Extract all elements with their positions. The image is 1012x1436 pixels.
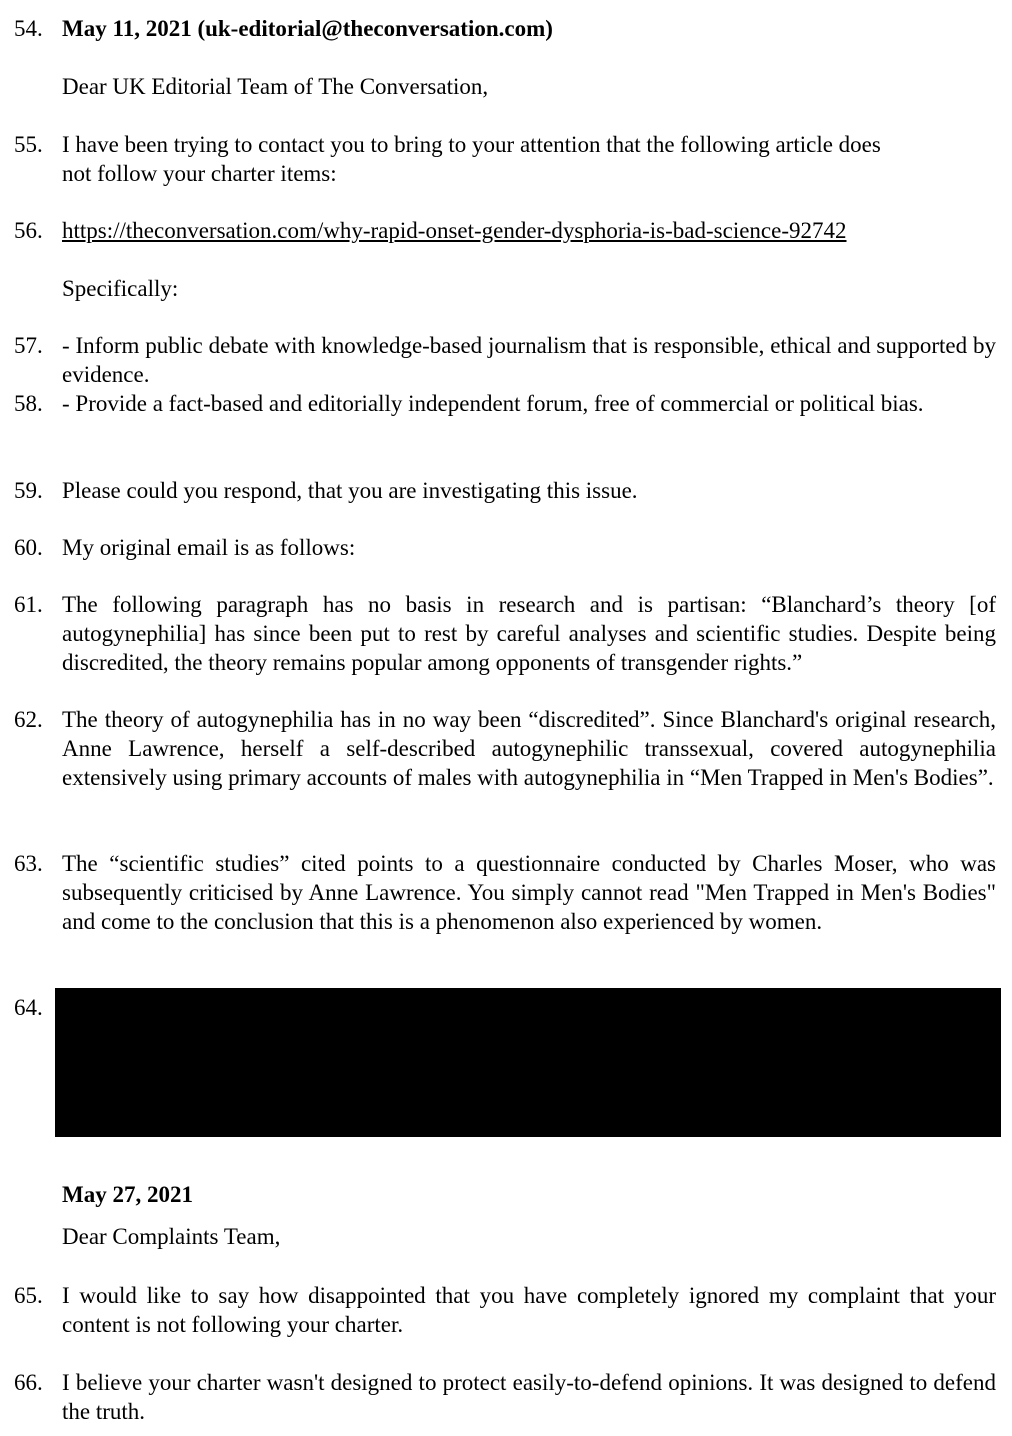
paragraph-text: My original email is as follows:	[62, 535, 356, 560]
redaction-block	[55, 988, 1001, 1137]
paragraph-text: I would like to say how disappointed that you have completely ignored my complaint that your content is not following your charter.	[62, 1283, 996, 1337]
specifically-label: Specifically:	[62, 276, 179, 301]
paragraph-number: 64.	[14, 995, 43, 1020]
numbered-paragraph-63	[14, 849, 996, 936]
paragraph-number: 65.	[14, 1283, 43, 1308]
paragraph-number: 60.	[14, 535, 43, 560]
paragraph-number: 59.	[14, 478, 43, 503]
paragraph-number: 56.	[14, 218, 43, 243]
numbered-paragraph-66	[14, 1368, 996, 1426]
paragraph-text: I believe your charter wasn't designed to protect easily-to-defend opinions. It was designed to defend the truth.	[62, 1370, 996, 1424]
paragraph-number: 54.	[14, 16, 43, 41]
paragraph-number: 57.	[14, 333, 43, 358]
paragraph-number: 66.	[14, 1370, 43, 1395]
numbered-paragraph-62	[14, 705, 996, 792]
numbered-paragraph-54	[14, 14, 996, 43]
greeting-editorial-team: Dear UK Editorial Team of The Conversation,	[62, 74, 489, 99]
paragraph-text: I have been trying to contact you to bring to your attention that the following article does not follow your charter items:	[62, 132, 881, 186]
paragraph-number: 55.	[14, 132, 43, 157]
charter-item-text: - Inform public debate with knowledge-based journalism that is responsible, ethical and supported by evidence.	[62, 333, 996, 387]
charter-item-text: - Provide a fact-based and editorially independent forum, free of commercial or political bias.	[62, 391, 924, 416]
numbered-paragraph-58	[14, 389, 996, 418]
numbered-paragraph-57	[14, 331, 996, 389]
numbered-paragraph-59	[14, 476, 996, 505]
paragraph-number: 58.	[14, 391, 43, 416]
paragraph-text: The theory of autogynephilia has in no way been “discredited”. Since Blanchard's original research, Anne Lawrence, herself a self-described autogynephilic transsexual, covered autogynephilia extensively using primary accounts of males with autogynephilia in “Men Trapped in Men's Bodies”.	[62, 707, 996, 790]
paragraph-text: The “scientific studies” cited points to a questionnaire conducted by Charles Moser, who was subsequently criticised by Anne Lawrence. You simply cannot read "Men Trapped in Men's Bodies" and come to the conclusion that this is a phenomenon also experienced by women.	[62, 851, 996, 934]
paragraph-text: The following paragraph has no basis in research and is partisan: “Blanchard’s theory [of autogynephilia] has since been put to rest by careful analyses and scientific studies. Despite being discredited, the theory remains popular among opponents of transgender rights.”	[62, 592, 996, 675]
numbered-paragraph-56	[14, 216, 996, 245]
article-link[interactable]: https://theconversation.com/why-rapid-onset-gender-dysphoria-is-bad-science-92742	[62, 218, 847, 243]
numbered-paragraph-61	[14, 590, 996, 677]
greeting-complaints-team: Dear Complaints Team,	[62, 1224, 281, 1249]
numbered-paragraph-55	[14, 130, 914, 188]
paragraph-number: 62.	[14, 707, 43, 732]
paragraph-number: 63.	[14, 851, 43, 876]
numbered-paragraph-65	[14, 1281, 996, 1339]
paragraph-text: Please could you respond, that you are investigating this issue.	[62, 478, 638, 503]
paragraph-number: 61.	[14, 592, 43, 617]
numbered-paragraph-60	[14, 533, 996, 562]
email-date-heading: May 27, 2021	[62, 1182, 193, 1207]
email-header-heading: May 11, 2021 (uk-editorial@theconversation.com)	[62, 16, 553, 41]
